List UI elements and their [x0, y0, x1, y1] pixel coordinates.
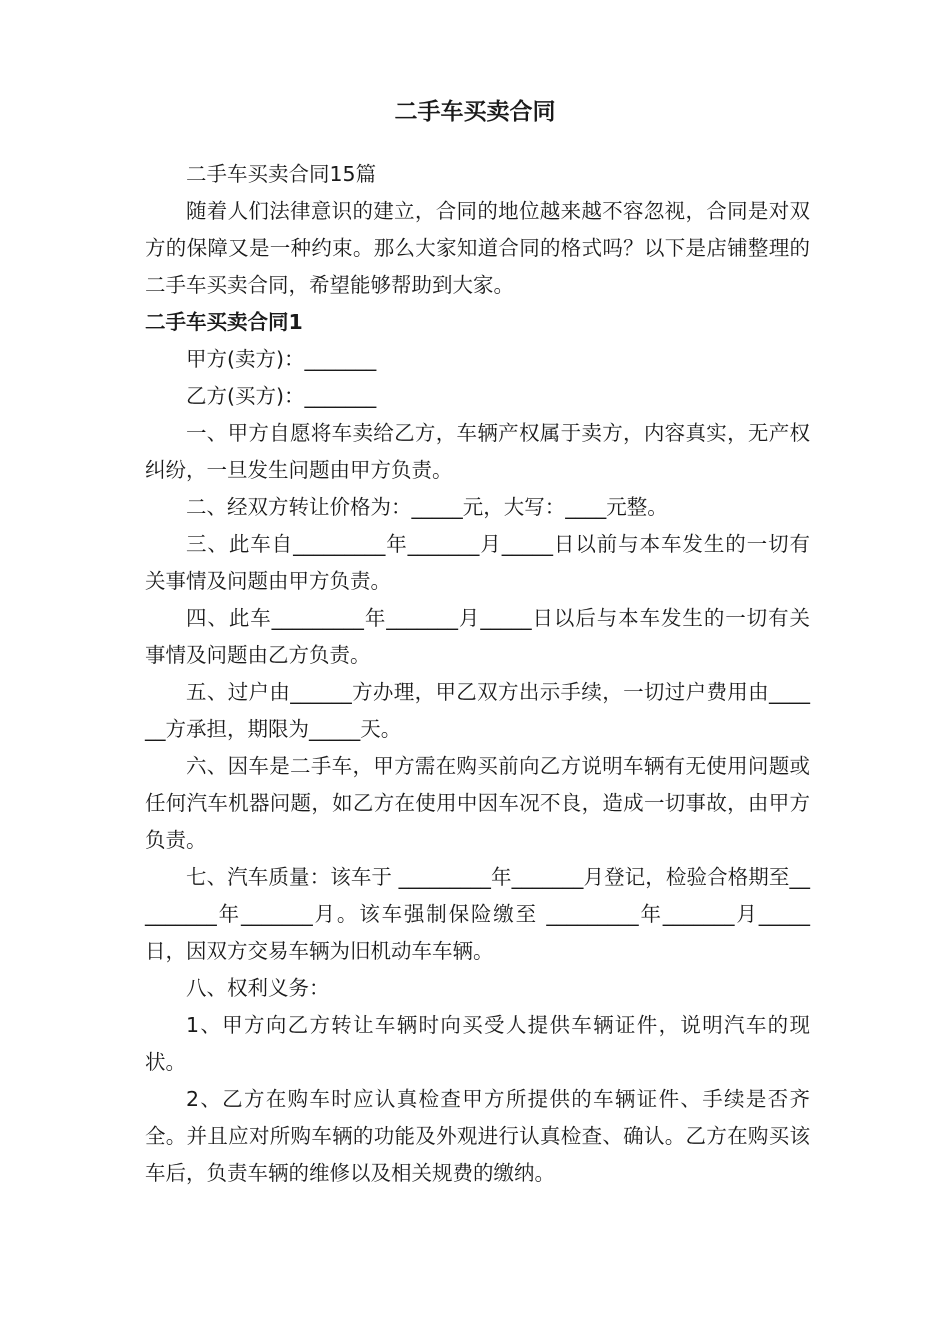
clause-1: 一、甲方自愿将车卖给乙方，车辆产权属于卖方，内容真实，无产权纠纷，一旦发生问题由甲方负责。 [145, 421, 810, 482]
clause-8-item-1: 1、甲方向乙方转让车辆时向买受人提供车辆证件，说明汽车的现状。 [145, 1013, 810, 1074]
document-body [145, 156, 810, 1192]
subtitle-paragraph: 二手车买卖合同15篇 [186, 162, 377, 186]
clause-6: 六、因车是二手车，甲方需在购买前向乙方说明车辆有无使用问题或任何汽车机器问题，如乙方在使用中因车况不良，造成一切事故，由甲方负责。 [145, 754, 810, 852]
clause-4: 四、此车_________年_______月_____日以后与本车发生的一切有关事情及问题由乙方负责。 [145, 606, 810, 667]
clause-5: 五、过户由______方办理，甲乙双方出示手续，一切过户费用由______方承担，期限为_____天。 [145, 680, 810, 741]
clause-8-item-2: 2、乙方在购车时应认真检查甲方所提供的车辆证件、手续是否齐全。并且应对所购车辆的功能及外观进行认真检查、确认。乙方在购买该车后，负责车辆的维修以及相关规费的缴纳。 [145, 1087, 810, 1185]
document-title: 二手车买卖合同 [394, 99, 556, 125]
section-heading: 二手车买卖合同1 [145, 310, 303, 334]
intro-paragraph: 随着人们法律意识的建立，合同的地位越来越不容忽视，合同是对双方的保障又是一种约束。那么大家知道合同的格式吗？以下是店铺整理的二手车买卖合同，希望能够帮助到大家。 [145, 199, 810, 297]
party-b-line: 乙方(买方)：_______ [186, 384, 377, 408]
clause-7: 七、汽车质量：该车于 _________年_______月登记，检验合格期至_________年_______月。该车强制保险缴至 _________年_______月_____日，因双方交易车辆为旧机动车车辆。 [145, 865, 810, 963]
clause-2: 二、经双方转让价格为：_____元，大写：____元整。 [186, 495, 668, 519]
clause-3: 三、此车自_________年_______月_____日以前与本车发生的一切有关事情及问题由甲方负责。 [145, 532, 810, 593]
party-a-line: 甲方(卖方)：_______ [186, 347, 377, 371]
clause-8-heading: 八、权利义务： [186, 976, 330, 1000]
